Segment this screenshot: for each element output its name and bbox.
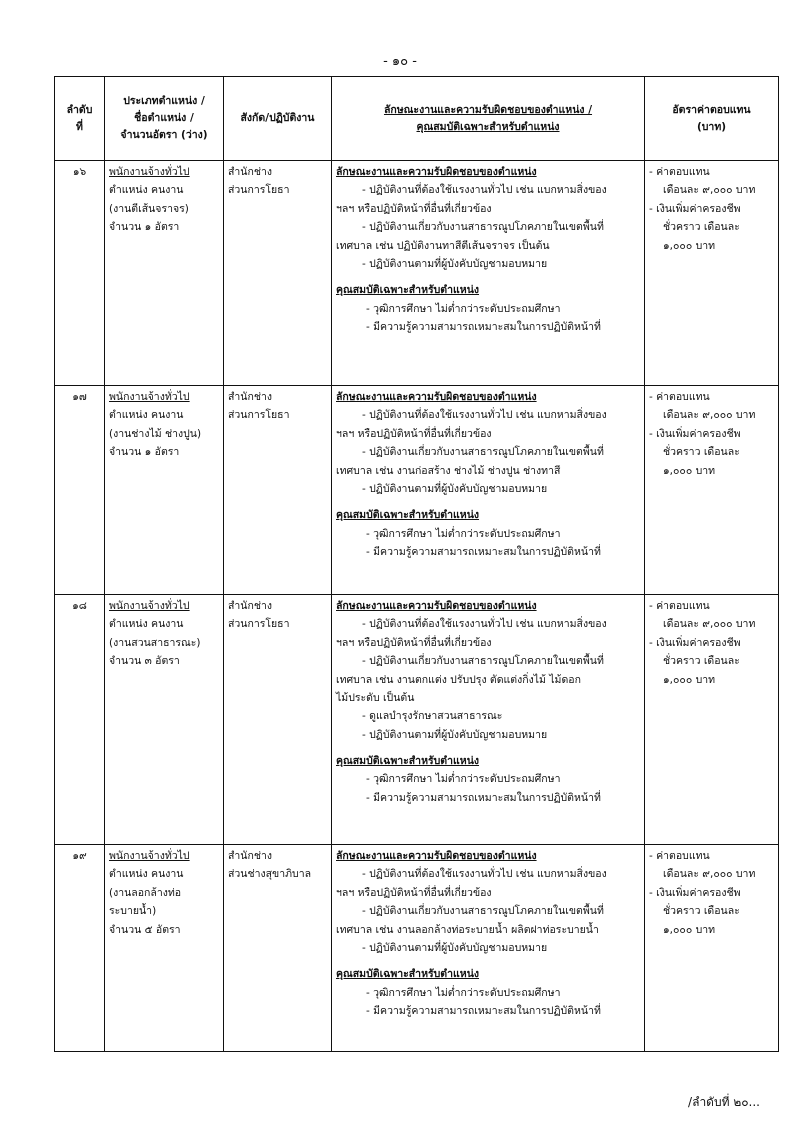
position-type-title: พนักงานจ้างทั่วไป bbox=[109, 166, 190, 178]
duty-section-title: ลักษณะงานและความรับผิดชอบของตำแหน่ง bbox=[336, 600, 537, 612]
qualification-section-title: คุณสมบัติเฉพาะสำหรับตำแหน่ง bbox=[336, 755, 480, 767]
continuation-note: /ลำดับที่ ๒๐... bbox=[688, 1095, 760, 1109]
pay-cell: - ค่าตอบแทน เดือนละ ๙,๐๐๐ บาท - เงินเพิ่มค่าครองชีพ ชั่วคราว เดือนละ ๑,๐๐๐ บาท bbox=[645, 161, 779, 386]
row-number: ๑๙ bbox=[55, 845, 105, 1052]
table-row bbox=[55, 595, 779, 845]
position-type-cell: พนักงานจ้างทั่วไป ตำแหน่ง คนงาน (งานช่างไม้ ช่างปูน) จำนวน ๑ อัตรา bbox=[105, 386, 224, 595]
duty-cell: ลักษณะงานและความรับผิดชอบของตำแหน่ง - ปฏิบัติงานที่ต้องใช้แรงงานทั่วไป เช่น แบกหามสิ่งของ ฯลฯ หรือปฏิบัติหน้าที่อื่นที่เกี่ยวข้อง - ปฏิบัติงานเกี่ยวกับงานสาธารณูปโภคภายในเขตพื้นที่ เทศบาล เช่น งานก่อสร้าง ช่างไม้ ช่างปูน ช่างทาสี - ปฏิบัติงานตามที่ผู้บังคับบัญชามอบหมาย คุณสมบัติเฉพาะสำหรับตำแหน่ง - วุฒิการศึกษา ไม่ต่ำกว่าระดับประถมศึกษา - มีความรู้ความสามารถเหมาะสมในการปฏิบัติหน้าที่ bbox=[332, 386, 645, 595]
header-pay: อัตราค่าตอบแทน (บาท) bbox=[645, 77, 779, 161]
pay-cell: - ค่าตอบแทน เดือนละ ๙,๐๐๐ บาท - เงินเพิ่มค่าครองชีพ ชั่วคราว เดือนละ ๑,๐๐๐ บาท bbox=[645, 386, 779, 595]
position-table bbox=[54, 76, 779, 1052]
table-row bbox=[55, 161, 779, 386]
pay-cell: - ค่าตอบแทน เดือนละ ๙,๐๐๐ บาท - เงินเพิ่มค่าครองชีพ ชั่วคราว เดือนละ ๑,๐๐๐ บาท bbox=[645, 845, 779, 1052]
duty-section-title: ลักษณะงานและความรับผิดชอบของตำแหน่ง bbox=[336, 850, 537, 862]
qualification-section-title: คุณสมบัติเฉพาะสำหรับตำแหน่ง bbox=[336, 284, 480, 297]
qualification-section-title: คุณสมบัติเฉพาะสำหรับตำแหน่ง bbox=[336, 968, 480, 981]
row-number: ๑๘ bbox=[55, 595, 105, 845]
position-type-title: พนักงานจ้างทั่วไป bbox=[109, 600, 190, 612]
duty-section-title: ลักษณะงานและความรับผิดชอบของตำแหน่ง bbox=[336, 391, 537, 403]
row-number: ๑๖ bbox=[55, 161, 105, 386]
table-header-row bbox=[55, 77, 779, 161]
duty-cell: ลักษณะงานและความรับผิดชอบของตำแหน่ง - ปฏิบัติงานที่ต้องใช้แรงงานทั่วไป เช่น แบกหามสิ่งของ ฯลฯ หรือปฏิบัติหน้าที่อื่นที่เกี่ยวข้อง - ปฏิบัติงานเกี่ยวกับงานสาธารณูปโภคภายในเขตพื้นที่ เทศบาล เช่น งานตกแต่ง ปรับปรุง ตัดแต่งกิ่งไม้ ไม้ดอก ไม้ประดับ เป็นต้น - ดูแลบำรุงรักษาสวนสาธารณะ - ปฏิบัติงานตามที่ผู้บังคับบัญชามอบหมาย คุณสมบัติเฉพาะสำหรับตำแหน่ง - วุฒิการศึกษา ไม่ต่ำกว่าระดับประถมศึกษา - มีความรู้ความสามารถเหมาะสมในการปฏิบัติหน้าที่ bbox=[332, 595, 645, 845]
department-cell: สำนักช่าง ส่วนการโยธา bbox=[224, 386, 332, 595]
duty-section-title: ลักษณะงานและความรับผิดชอบของตำแหน่ง bbox=[336, 166, 537, 178]
department-cell: สำนักช่าง ส่วนช่างสุขาภิบาล bbox=[224, 845, 332, 1052]
position-type-cell: พนักงานจ้างทั่วไป ตำแหน่ง คนงาน (งานลอกล้างท่อ ระบายน้ำ) จำนวน ๕ อัตรา bbox=[105, 845, 224, 1052]
row-number: ๑๗ bbox=[55, 386, 105, 595]
header-no: ลำดับ ที่ bbox=[55, 77, 105, 161]
pay-cell: - ค่าตอบแทน เดือนละ ๙,๐๐๐ บาท - เงินเพิ่มค่าครองชีพ ชั่วคราว เดือนละ ๑,๐๐๐ บาท bbox=[645, 595, 779, 845]
department-cell: สำนักช่าง ส่วนการโยธา bbox=[224, 595, 332, 845]
department-cell: สำนักช่าง ส่วนการโยธา bbox=[224, 161, 332, 386]
table-row bbox=[55, 386, 779, 595]
duty-cell: ลักษณะงานและความรับผิดชอบของตำแหน่ง - ปฏิบัติงานที่ต้องใช้แรงงานทั่วไป เช่น แบกหามสิ่งของ ฯลฯ หรือปฏิบัติหน้าที่อื่นที่เกี่ยวข้อง - ปฏิบัติงานเกี่ยวกับงานสาธารณูปโภคภายในเขตพื้นที่ เทศบาล เช่น งานลอกล้างท่อระบายน้ำ ผลิตฝาท่อระบายน้ำ - ปฏิบัติงานตามที่ผู้บังคับบัญชามอบหมาย คุณสมบัติเฉพาะสำหรับตำแหน่ง - วุฒิการศึกษา ไม่ต่ำกว่าระดับประถมศึกษา - มีความรู้ความสามารถเหมาะสมในการปฏิบัติหน้าที่ bbox=[332, 845, 645, 1052]
position-type-cell: พนักงานจ้างทั่วไป ตำแหน่ง คนงาน (งานสวนสาธารณะ) จำนวน ๓ อัตรา bbox=[105, 595, 224, 845]
qualification-section-title: คุณสมบัติเฉพาะสำหรับตำแหน่ง bbox=[336, 509, 480, 522]
page-number: - ๑๐ - bbox=[383, 54, 417, 69]
duty-cell: ลักษณะงานและความรับผิดชอบของตำแหน่ง - ปฏิบัติงานที่ต้องใช้แรงงานทั่วไป เช่น แบกหามสิ่งของ ฯลฯ หรือปฏิบัติหน้าที่อื่นที่เกี่ยวข้อง - ปฏิบัติงานเกี่ยวกับงานสาธารณูปโภคภายในเขตพื้นที่ เทศบาล เช่น ปฏิบัติงานทาสีตีเส้นจราจร เป็นต้น - ปฏิบัติงานตามที่ผู้บังคับบัญชามอบหมาย คุณสมบัติเฉพาะสำหรับตำแหน่ง - วุฒิการศึกษา ไม่ต่ำกว่าระดับประถมศึกษา - มีความรู้ความสามารถเหมาะสมในการปฏิบัติหน้าที่ bbox=[332, 161, 645, 386]
table-row bbox=[55, 845, 779, 1052]
header-duty: ลักษณะงานและความรับผิดชอบของตำแหน่ง / คุณสมบัติเฉพาะสำหรับตำแหน่ง bbox=[332, 77, 645, 161]
header-dept: สังกัด/ปฏิบัติงาน bbox=[224, 77, 332, 161]
position-type-title: พนักงานจ้างทั่วไป bbox=[109, 850, 190, 862]
position-type-title: พนักงานจ้างทั่วไป bbox=[109, 391, 190, 403]
header-type: ประเภทตำแหน่ง / ชื่อตำแหน่ง / จำนวนอัตรา (ว่าง) bbox=[105, 77, 224, 161]
position-type-cell: พนักงานจ้างทั่วไป ตำแหน่ง คนงาน (งานตีเส้นจราจร) จำนวน ๑ อัตรา bbox=[105, 161, 224, 386]
